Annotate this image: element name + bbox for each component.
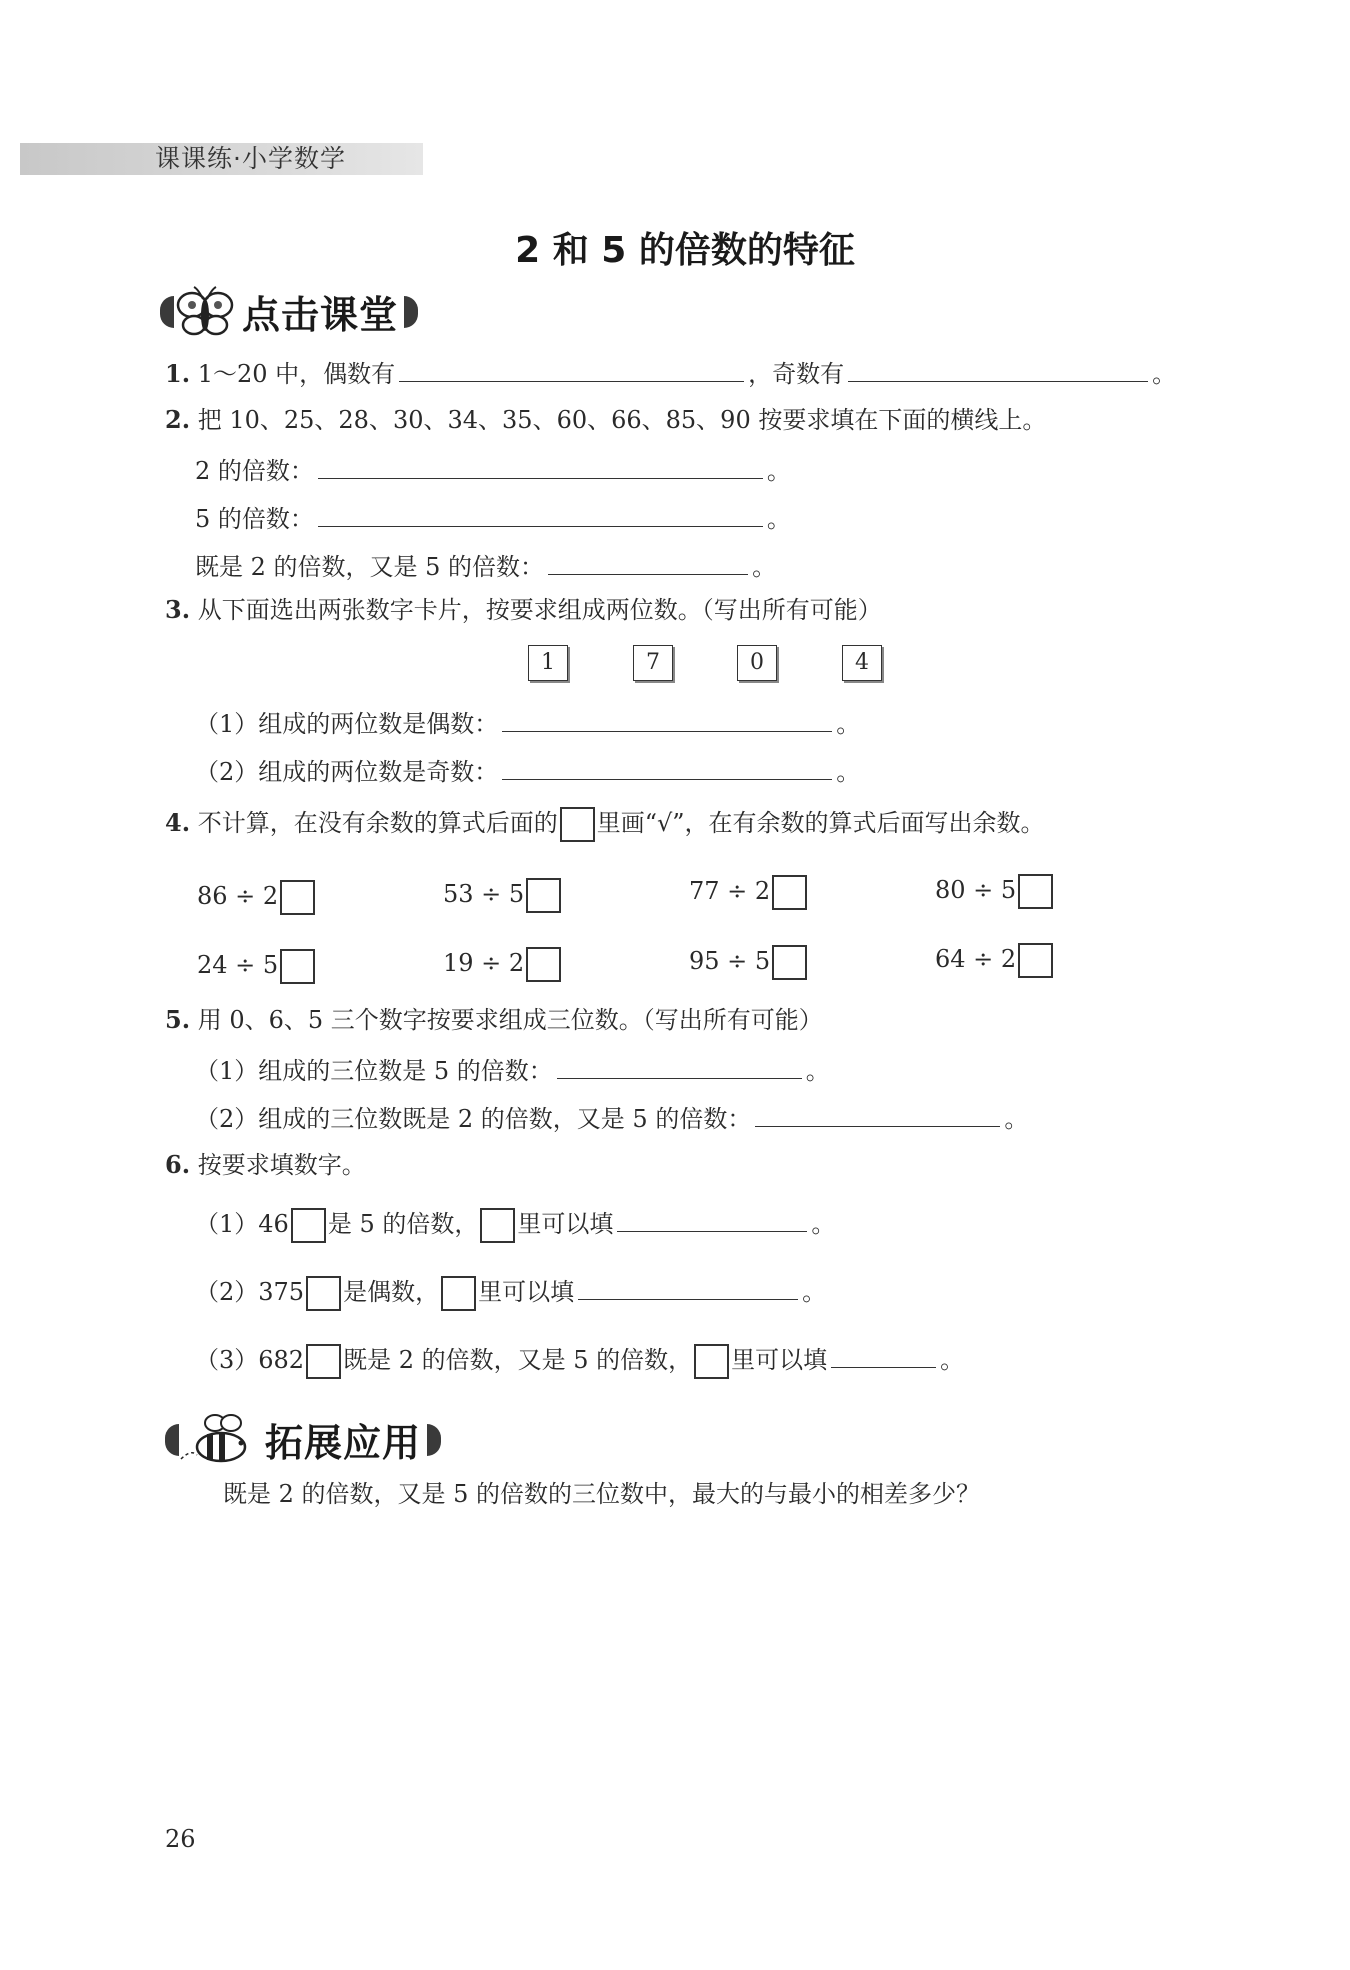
question-4 bbox=[165, 806, 1045, 842]
question-2-c bbox=[195, 548, 776, 584]
punctuation: 。 bbox=[752, 553, 777, 581]
digit-box-reference bbox=[694, 1344, 729, 1379]
question-5 bbox=[165, 1003, 823, 1037]
question-number: 5. bbox=[165, 1005, 191, 1034]
question-text: 5 的倍数： bbox=[195, 505, 314, 533]
punctuation: 。 bbox=[802, 1278, 827, 1306]
section-title-extension: 拓展应用 bbox=[265, 1421, 422, 1465]
question-text: （2）375 bbox=[195, 1278, 305, 1306]
digit-box[interactable] bbox=[306, 1276, 341, 1311]
question-text: 里可以填 bbox=[478, 1278, 575, 1306]
answer-line[interactable] bbox=[318, 500, 763, 527]
question-number: 4. bbox=[165, 808, 191, 837]
question-text: 把 10、25、28、30、34、35、60、66、85、90 按要求填在下面的横线上。 bbox=[197, 406, 1047, 434]
answer-box[interactable] bbox=[526, 878, 561, 913]
expression-text: 53 ÷ 5 bbox=[443, 880, 525, 908]
question-text: 既是 2 的倍数，又是 5 的倍数： bbox=[195, 553, 545, 581]
question-6-c bbox=[195, 1340, 964, 1380]
butterfly-icon bbox=[174, 285, 236, 339]
digit-box[interactable] bbox=[291, 1208, 326, 1243]
division-expression bbox=[935, 941, 1055, 978]
question-5-a bbox=[195, 1052, 830, 1088]
answer-line[interactable] bbox=[755, 1100, 1000, 1127]
question-text: 从下面选出两张数字卡片，按要求组成两位数。（写出所有可能） bbox=[197, 596, 882, 624]
division-expression bbox=[443, 876, 563, 913]
answer-line[interactable] bbox=[617, 1205, 807, 1232]
division-expression bbox=[935, 872, 1055, 909]
question-2 bbox=[165, 403, 1046, 437]
answer-box[interactable] bbox=[1018, 943, 1053, 978]
question-text: （1）46 bbox=[195, 1210, 289, 1238]
question-text: 按要求填数字。 bbox=[197, 1151, 366, 1179]
number-card: 0 bbox=[737, 645, 777, 681]
division-expression bbox=[443, 945, 563, 982]
question-6 bbox=[165, 1148, 366, 1182]
section-title-classroom: 点击课堂 bbox=[242, 293, 399, 337]
number-card: 1 bbox=[528, 645, 568, 681]
answer-box[interactable] bbox=[280, 880, 315, 915]
banner-cap-left bbox=[160, 296, 174, 328]
answer-box[interactable] bbox=[772, 875, 807, 910]
expression-text: 64 ÷ 2 bbox=[935, 945, 1017, 973]
question-2-b bbox=[195, 500, 791, 536]
bee-icon bbox=[179, 1413, 259, 1467]
expression-text: 77 ÷ 2 bbox=[689, 877, 771, 905]
banner-cap-right bbox=[404, 296, 418, 328]
banner-cap-right bbox=[427, 1424, 441, 1456]
question-text: ，奇数有 bbox=[748, 360, 845, 388]
question-3-a bbox=[195, 705, 860, 741]
digit-box-reference bbox=[441, 1276, 476, 1311]
question-3-b bbox=[195, 753, 860, 789]
question-text: （2）组成的两位数是奇数： bbox=[195, 758, 499, 786]
punctuation: 。 bbox=[836, 710, 861, 738]
number-card: 4 bbox=[842, 645, 882, 681]
question-text: 里可以填 bbox=[731, 1346, 828, 1374]
punctuation: 。 bbox=[805, 1057, 830, 1085]
answer-box[interactable] bbox=[526, 947, 561, 982]
question-number: 6. bbox=[165, 1150, 191, 1179]
number-card: 7 bbox=[633, 645, 673, 681]
question-text: （2）组成的三位数既是 2 的倍数，又是 5 的倍数： bbox=[195, 1105, 752, 1133]
question-number: 1. bbox=[165, 359, 191, 388]
expression-text: 24 ÷ 5 bbox=[197, 951, 279, 979]
question-number: 3. bbox=[165, 595, 191, 624]
answer-line[interactable] bbox=[848, 355, 1148, 382]
question-text: 既是 2 的倍数，又是 5 的倍数， bbox=[343, 1346, 693, 1374]
punctuation: 。 bbox=[766, 457, 791, 485]
division-expression bbox=[689, 943, 809, 980]
question-6-b bbox=[195, 1272, 826, 1312]
answer-line[interactable] bbox=[318, 452, 763, 479]
answer-line[interactable] bbox=[502, 753, 832, 780]
punctuation: 。 bbox=[940, 1346, 965, 1374]
question-text: 不计算，在没有余数的算式后面的 bbox=[197, 809, 558, 837]
question-3 bbox=[165, 593, 882, 627]
punctuation: 。 bbox=[766, 505, 791, 533]
question-number: 2. bbox=[165, 405, 191, 434]
page-title: 2 和 5 的倍数的特征 bbox=[515, 230, 855, 271]
digit-box[interactable] bbox=[306, 1344, 341, 1379]
digit-box-reference bbox=[480, 1208, 515, 1243]
question-6-a bbox=[195, 1204, 835, 1244]
punctuation: 。 bbox=[1152, 360, 1177, 388]
expression-text: 86 ÷ 2 bbox=[197, 882, 279, 910]
answer-line[interactable] bbox=[831, 1341, 936, 1368]
answer-line[interactable] bbox=[557, 1052, 802, 1079]
question-text: （3）682 bbox=[195, 1346, 305, 1374]
page-number: 26 bbox=[165, 1825, 196, 1853]
section-banner-classroom bbox=[160, 284, 418, 339]
division-expression bbox=[689, 873, 809, 910]
checkbox-sample bbox=[560, 807, 595, 842]
punctuation: 。 bbox=[836, 758, 861, 786]
question-text: 用 0、6、5 三个数字按要求组成三位数。（写出所有可能） bbox=[197, 1006, 823, 1034]
question-text: （1）组成的两位数是偶数： bbox=[195, 710, 499, 738]
division-expression bbox=[197, 947, 317, 984]
question-text: 是 5 的倍数， bbox=[327, 1210, 479, 1238]
banner-cap-left bbox=[165, 1424, 179, 1456]
question-text: （1）组成的三位数是 5 的倍数： bbox=[195, 1057, 553, 1085]
answer-box[interactable] bbox=[1018, 874, 1053, 909]
question-text: 是偶数， bbox=[343, 1278, 440, 1306]
expression-text: 95 ÷ 5 bbox=[689, 947, 771, 975]
punctuation: 。 bbox=[1004, 1105, 1029, 1133]
question-1 bbox=[165, 355, 1176, 391]
question-2-a bbox=[195, 452, 791, 488]
question-text: 2 的倍数： bbox=[195, 457, 314, 485]
question-text: 里画“√”，在有余数的算式后面写出余数。 bbox=[596, 809, 1045, 837]
answer-line[interactable] bbox=[548, 548, 748, 575]
extension-question: 既是 2 的倍数，又是 5 的倍数的三位数中，最大的与最小的相差多少？ bbox=[223, 1480, 981, 1508]
answer-line[interactable] bbox=[502, 705, 832, 732]
punctuation: 。 bbox=[811, 1210, 836, 1238]
answer-line[interactable] bbox=[399, 355, 744, 382]
division-expression bbox=[197, 878, 317, 915]
question-text: 1～20 中，偶数有 bbox=[197, 360, 396, 388]
question-5-b bbox=[195, 1100, 1028, 1136]
answer-box[interactable] bbox=[772, 945, 807, 980]
answer-box[interactable] bbox=[280, 949, 315, 984]
answer-line[interactable] bbox=[578, 1273, 798, 1300]
expression-text: 80 ÷ 5 bbox=[935, 876, 1017, 904]
section-banner-extension bbox=[165, 1412, 441, 1467]
question-text: 里可以填 bbox=[517, 1210, 614, 1238]
header-text: 课课练·小学数学 bbox=[155, 144, 346, 173]
expression-text: 19 ÷ 2 bbox=[443, 949, 525, 977]
